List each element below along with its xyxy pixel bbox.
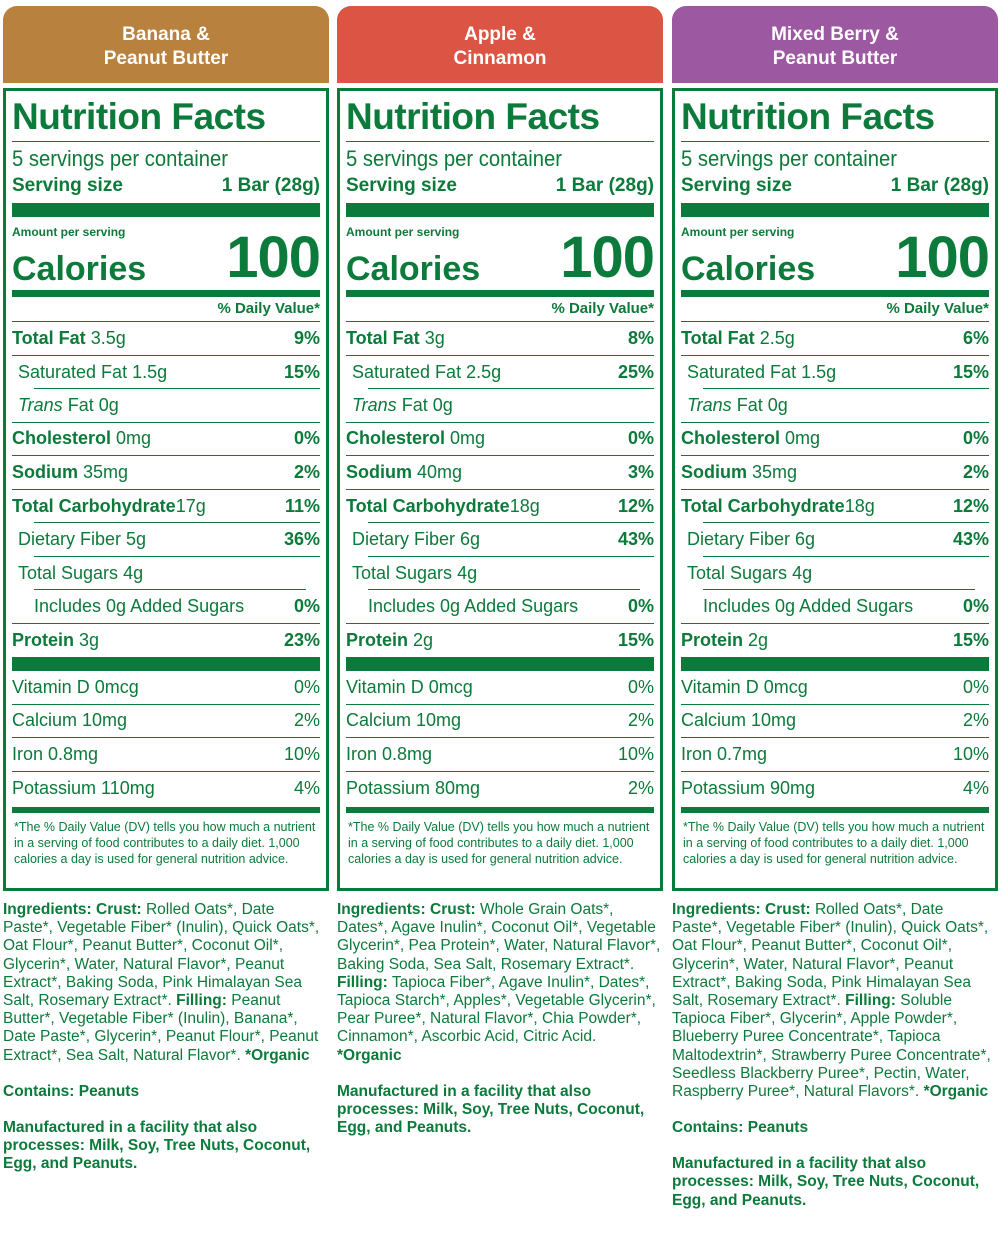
potassium-dv: 4% xyxy=(293,777,320,798)
organic-note: *Organic xyxy=(245,1046,310,1064)
trans-fat-amount: 0g xyxy=(98,394,119,415)
potassium-row xyxy=(12,772,320,806)
daily-value-header: % Daily Value* xyxy=(12,300,320,322)
vitamin-d-dv: 0% xyxy=(962,676,989,697)
added-sugars-row xyxy=(681,590,989,624)
protein-label: Protein xyxy=(346,629,409,650)
product-panel-1 xyxy=(3,6,329,1173)
filling-ingredients: Soluble Tapioca Fiber*, Glycerin*, Apple Powder*, Blueberry Puree Concentrate*, Tapioca Maltodextrin*, Strawberry Puree Concentrate*, Seedless Blackberry Puree*, Pectin, Water, Raspberry Puree*, Natural Flavors*. xyxy=(672,992,991,1101)
total-sugars-amount: 4g xyxy=(792,562,813,583)
trans-fat-label: Fat xyxy=(736,394,763,415)
iron-row xyxy=(12,738,320,772)
ingredients-label: Ingredients: xyxy=(337,901,426,918)
cholesterol-amount: 0mg xyxy=(116,428,152,449)
cholesterol-amount: 0mg xyxy=(785,428,821,449)
saturated-fat-amount: 1.5g xyxy=(132,361,168,382)
filling-ingredients: Peanut Butter*, Vegetable Fiber* (Inulin), Banana*, Date Paste*, Glycerin*, Peanut Flour*, Peanut Extract*, Sea Salt, Natural Flavor*. xyxy=(3,992,319,1064)
daily-value-footnote: *The % Daily Value (DV) tells you how much a nutrient in a serving of food contributes to a daily diet. 1,000 calories a day is used for general nutrition advice. xyxy=(14,820,316,866)
product-name-line2: Cinnamon xyxy=(453,47,547,69)
ingredients-label: Ingredients: xyxy=(672,901,761,918)
ingredients-label: Ingredients: xyxy=(3,901,92,918)
divider-footnote xyxy=(681,807,989,813)
total-carbohydrate-label: Total Carbohydrate xyxy=(346,495,510,516)
total-fat-row xyxy=(12,322,320,356)
dietary-fiber-amount: 6g xyxy=(795,529,816,550)
total-sugars-amount: 4g xyxy=(457,562,478,583)
trans-label: Trans xyxy=(687,394,732,415)
sodium-row xyxy=(346,456,654,490)
product-panel-3 xyxy=(672,6,998,1210)
filling-ingredients: Tapioca Fiber*, Agave Inulin*, Dates*, Tapioca Starch*, Apples*, Vegetable Glycerin*, Pear Puree*, Natural Flavor*, Chia Powder*, Cinnamon*, Ascorbic Acid, Citric Acid. xyxy=(337,973,656,1046)
amount-per-serving: Amount per serving xyxy=(681,225,795,239)
total-fat-amount: 3g xyxy=(424,327,445,348)
serving-size-row xyxy=(12,175,320,197)
total-fat-label: Total Fat xyxy=(681,327,755,348)
added-sugars-dv: 0% xyxy=(293,595,320,616)
facility-statement: Manufactured in a facility that also processes: Milk, Soy, Tree Nuts, Coconut, Egg, and Peanuts. xyxy=(672,1155,980,1209)
total-sugars-label: Total Sugars xyxy=(352,562,453,583)
facility-statement: Manufactured in a facility that also processes: Milk, Soy, Tree Nuts, Coconut, Egg, and Peanuts. xyxy=(3,1118,311,1173)
facility-statement: Manufactured in a facility that also processes: Milk, Soy, Tree Nuts, Coconut, Egg, and Peanuts. xyxy=(337,1082,645,1137)
trans-label: Trans xyxy=(352,394,397,415)
sodium-label: Sodium xyxy=(346,461,412,482)
saturated-fat-row xyxy=(346,356,654,390)
protein-dv: 15% xyxy=(617,629,654,650)
divider-medium xyxy=(12,290,320,297)
total-fat-label: Total Fat xyxy=(346,327,420,348)
cholesterol-label: Cholesterol xyxy=(681,428,781,449)
added-sugars-label: Includes 0g Added Sugars xyxy=(703,595,914,616)
crust-label: Crust: xyxy=(430,901,476,918)
total-sugars-amount: 4g xyxy=(123,562,144,583)
iron-label: Iron 0.8mg xyxy=(12,743,99,764)
cholesterol-amount: 0mg xyxy=(450,428,486,449)
total-carbohydrate-dv: 12% xyxy=(617,495,654,516)
total-fat-row xyxy=(346,322,654,356)
calories-label: Calories xyxy=(681,250,816,288)
saturated-fat-row xyxy=(681,356,989,390)
vitamin-d-row xyxy=(12,671,320,705)
total-carbohydrate-dv: 11% xyxy=(284,495,320,516)
added-sugars-row xyxy=(12,590,320,624)
divider-thick-vitamins xyxy=(681,657,989,671)
divider-medium xyxy=(681,290,989,297)
serving-size-label: Serving size xyxy=(681,175,792,196)
calcium-row xyxy=(681,705,989,739)
cholesterol-row xyxy=(346,423,654,457)
filling-label: Filling: xyxy=(845,992,896,1010)
sodium-dv: 2% xyxy=(293,461,320,482)
iron-dv: 10% xyxy=(617,743,654,764)
vitamin-d-label: Vitamin D 0mcg xyxy=(681,676,808,697)
protein-row xyxy=(681,624,989,658)
allergen-contains: Contains: Peanuts xyxy=(3,1082,140,1100)
serving-size-label: Serving size xyxy=(12,175,123,196)
potassium-label: Potassium 80mg xyxy=(346,777,481,798)
nutrition-facts-box xyxy=(337,88,663,891)
sodium-row xyxy=(12,456,320,490)
dietary-fiber-dv: 36% xyxy=(283,529,320,550)
iron-row xyxy=(346,738,654,772)
protein-dv: 15% xyxy=(952,629,989,650)
ingredients-text xyxy=(672,901,998,1101)
dietary-fiber-dv: 43% xyxy=(617,529,654,550)
product-name-line1: Apple & xyxy=(464,23,536,45)
serving-size-value: 1 Bar (28g) xyxy=(890,175,989,196)
dietary-fiber-label: Dietary Fiber xyxy=(18,529,122,550)
total-carbohydrate-amount: 17g xyxy=(175,495,206,516)
product-tab xyxy=(337,6,663,83)
potassium-dv: 4% xyxy=(962,777,989,798)
servings-per-container: 5 servings per container xyxy=(346,146,563,171)
vitamin-d-dv: 0% xyxy=(627,676,654,697)
iron-label: Iron 0.8mg xyxy=(346,743,433,764)
potassium-row xyxy=(681,772,989,806)
nutrition-facts-box xyxy=(3,88,329,891)
dietary-fiber-row xyxy=(346,523,654,557)
saturated-fat-dv: 15% xyxy=(283,361,320,382)
iron-dv: 10% xyxy=(952,743,989,764)
trans-fat-label: Fat xyxy=(401,394,428,415)
dietary-fiber-amount: 5g xyxy=(126,529,147,550)
saturated-fat-dv: 25% xyxy=(617,361,654,382)
cholesterol-label: Cholesterol xyxy=(346,428,446,449)
divider-footnote xyxy=(346,807,654,813)
trans-label: Trans xyxy=(18,394,63,415)
total-fat-dv: 6% xyxy=(962,327,989,348)
daily-value-header: % Daily Value* xyxy=(681,300,989,322)
protein-row xyxy=(12,624,320,658)
cholesterol-row xyxy=(681,423,989,457)
total-fat-row xyxy=(681,322,989,356)
product-name-line2: Peanut Butter xyxy=(772,47,898,69)
amount-per-serving: Amount per serving xyxy=(346,225,460,239)
dietary-fiber-label: Dietary Fiber xyxy=(687,529,791,550)
total-carbohydrate-label: Total Carbohydrate xyxy=(681,495,845,516)
calcium-dv: 2% xyxy=(627,710,654,731)
cholesterol-row xyxy=(12,423,320,457)
saturated-fat-amount: 2.5g xyxy=(466,361,502,382)
sodium-row xyxy=(681,456,989,490)
sodium-amount: 35mg xyxy=(752,461,798,482)
potassium-dv: 2% xyxy=(627,777,654,798)
filling-label: Filling: xyxy=(337,973,388,991)
servings-per-container: 5 servings per container xyxy=(12,146,229,171)
serving-size-value: 1 Bar (28g) xyxy=(221,175,320,196)
iron-label: Iron 0.7mg xyxy=(681,743,768,764)
potassium-row xyxy=(346,772,654,806)
vitamin-d-label: Vitamin D 0mcg xyxy=(12,676,139,697)
total-sugars-label: Total Sugars xyxy=(687,562,788,583)
sodium-dv: 3% xyxy=(627,461,654,482)
total-fat-dv: 9% xyxy=(293,327,320,348)
total-carbohydrate-row xyxy=(681,490,989,524)
added-sugars-label: Includes 0g Added Sugars xyxy=(368,595,579,616)
product-panel-2 xyxy=(337,6,663,1137)
sodium-label: Sodium xyxy=(681,461,747,482)
sodium-amount: 40mg xyxy=(417,461,463,482)
calories-label: Calories xyxy=(346,250,481,288)
sodium-dv: 2% xyxy=(962,461,989,482)
total-sugars-row xyxy=(12,557,320,591)
protein-label: Protein xyxy=(12,629,75,650)
calories-value: 100 xyxy=(226,225,320,290)
protein-dv: 23% xyxy=(283,629,320,650)
protein-label: Protein xyxy=(681,629,744,650)
filling-label: Filling: xyxy=(176,992,227,1010)
nutrition-facts-title: Nutrition Facts xyxy=(12,95,320,142)
ingredients-text xyxy=(337,901,663,1065)
saturated-fat-label: Saturated Fat xyxy=(352,361,462,382)
serving-size-row xyxy=(346,175,654,197)
added-sugars-dv: 0% xyxy=(962,595,989,616)
servings-per-container: 5 servings per container xyxy=(681,146,898,171)
trans-fat-row xyxy=(12,389,320,423)
total-sugars-label: Total Sugars xyxy=(18,562,119,583)
trans-fat-label: Fat xyxy=(67,394,94,415)
divider-thick-vitamins xyxy=(346,657,654,671)
calcium-row xyxy=(12,705,320,739)
saturated-fat-label: Saturated Fat xyxy=(18,361,128,382)
vitamin-d-dv: 0% xyxy=(293,676,320,697)
total-carbohydrate-row xyxy=(346,490,654,524)
serving-size-row xyxy=(681,175,989,197)
protein-amount: 2g xyxy=(413,629,434,650)
calories-label: Calories xyxy=(12,250,147,288)
dietary-fiber-row xyxy=(681,523,989,557)
product-tab xyxy=(672,6,998,83)
divider-thick xyxy=(346,203,654,217)
saturated-fat-row xyxy=(12,356,320,390)
organic-note: *Organic xyxy=(923,1083,989,1101)
dietary-fiber-dv: 43% xyxy=(952,529,989,550)
product-name-line1: Mixed Berry & xyxy=(771,23,899,45)
iron-row xyxy=(681,738,989,772)
cholesterol-dv: 0% xyxy=(627,428,654,449)
divider-thick xyxy=(12,203,320,217)
protein-amount: 3g xyxy=(79,629,100,650)
calories-value: 100 xyxy=(895,225,989,290)
vitamin-d-row xyxy=(346,671,654,705)
trans-fat-amount: 0g xyxy=(767,394,788,415)
iron-dv: 10% xyxy=(283,743,320,764)
crust-label: Crust: xyxy=(96,901,142,918)
organic-note: *Organic xyxy=(337,1046,402,1064)
potassium-label: Potassium 110mg xyxy=(12,777,155,798)
serving-size-label: Serving size xyxy=(346,175,457,196)
nutrition-facts-title: Nutrition Facts xyxy=(346,95,654,142)
calcium-label: Calcium 10mg xyxy=(346,710,462,731)
calories-value: 100 xyxy=(560,225,654,290)
total-sugars-row xyxy=(346,557,654,591)
divider-medium xyxy=(346,290,654,297)
calcium-dv: 2% xyxy=(962,710,989,731)
daily-value-footnote: *The % Daily Value (DV) tells you how much a nutrient in a serving of food contributes to a daily diet. 1,000 calories a day is used for general nutrition advice. xyxy=(348,820,650,866)
crust-label: Crust: xyxy=(765,901,811,918)
saturated-fat-amount: 1.5g xyxy=(801,361,837,382)
protein-amount: 2g xyxy=(748,629,769,650)
added-sugars-row xyxy=(346,590,654,624)
added-sugars-label: Includes 0g Added Sugars xyxy=(34,595,245,616)
added-sugars-dv: 0% xyxy=(627,595,654,616)
sodium-amount: 35mg xyxy=(83,461,129,482)
sodium-label: Sodium xyxy=(12,461,78,482)
cholesterol-dv: 0% xyxy=(962,428,989,449)
calcium-label: Calcium 10mg xyxy=(681,710,797,731)
crust-ingredients: Whole Grain Oats*, Dates*, Agave Inulin*, Coconut Oil*, Vegetable Glycerin*, Pea Protein*, Water, Natural Flavor*, Baking Soda, Sea Salt, Rosemary Extract*. xyxy=(337,901,661,973)
saturated-fat-label: Saturated Fat xyxy=(687,361,797,382)
trans-fat-row xyxy=(346,389,654,423)
protein-row xyxy=(346,624,654,658)
divider-thick xyxy=(681,203,989,217)
cholesterol-dv: 0% xyxy=(293,428,320,449)
total-carbohydrate-label: Total Carbohydrate xyxy=(12,495,176,516)
product-name-line1: Banana & xyxy=(122,23,210,45)
calcium-dv: 2% xyxy=(293,710,320,731)
calcium-label: Calcium 10mg xyxy=(12,710,128,731)
total-carbohydrate-row xyxy=(12,490,320,524)
vitamin-d-label: Vitamin D 0mcg xyxy=(346,676,473,697)
nutrition-facts-title: Nutrition Facts xyxy=(681,95,989,142)
total-sugars-row xyxy=(681,557,989,591)
calcium-row xyxy=(346,705,654,739)
product-tab xyxy=(3,6,329,83)
dietary-fiber-amount: 6g xyxy=(460,529,481,550)
dietary-fiber-label: Dietary Fiber xyxy=(352,529,456,550)
dietary-fiber-row xyxy=(12,523,320,557)
saturated-fat-dv: 15% xyxy=(952,361,989,382)
trans-fat-row xyxy=(681,389,989,423)
vitamin-d-row xyxy=(681,671,989,705)
crust-ingredients: Rolled Oats*, Date Paste*, Vegetable Fiber* (Inulin), Quick Oats*, Oat Flour*, Peanut Butter*, Coconut Oil*, Glycerin*, Water, Natural Flavor*, Peanut Extract*, Baking Soda, Pink Himalayan Sea Salt, Rosemary Extract*. xyxy=(672,901,989,1010)
ingredients-text xyxy=(3,901,329,1065)
total-fat-label: Total Fat xyxy=(12,327,86,348)
daily-value-header: % Daily Value* xyxy=(346,300,654,322)
total-carbohydrate-dv: 12% xyxy=(952,495,989,516)
nutrition-facts-box xyxy=(672,88,998,891)
amount-per-serving: Amount per serving xyxy=(12,225,126,239)
divider-thick-vitamins xyxy=(12,657,320,671)
total-fat-amount: 3.5g xyxy=(90,327,126,348)
crust-ingredients: Rolled Oats*, Date Paste*, Vegetable Fiber* (Inulin), Quick Oats*, Oat Flour*, Peanut Butter*, Coconut Oil*, Glycerin*, Water, Natural Flavor*, Peanut Extract*, Baking Soda, Pink Himalayan Sea Salt, Rosemary Extract*. xyxy=(3,901,320,1010)
total-carbohydrate-amount: 18g xyxy=(509,495,540,516)
daily-value-footnote: *The % Daily Value (DV) tells you how much a nutrient in a serving of food contributes to a daily diet. 1,000 calories a day is used for general nutrition advice. xyxy=(683,820,985,866)
serving-size-value: 1 Bar (28g) xyxy=(555,175,654,196)
divider-footnote xyxy=(12,807,320,813)
cholesterol-label: Cholesterol xyxy=(12,428,112,449)
allergen-contains: Contains: Peanuts xyxy=(672,1119,809,1137)
potassium-label: Potassium 90mg xyxy=(681,777,816,798)
total-fat-dv: 8% xyxy=(627,327,654,348)
total-carbohydrate-amount: 18g xyxy=(844,495,875,516)
total-fat-amount: 2.5g xyxy=(759,327,795,348)
trans-fat-amount: 0g xyxy=(432,394,453,415)
product-name-line2: Peanut Butter xyxy=(103,47,229,69)
